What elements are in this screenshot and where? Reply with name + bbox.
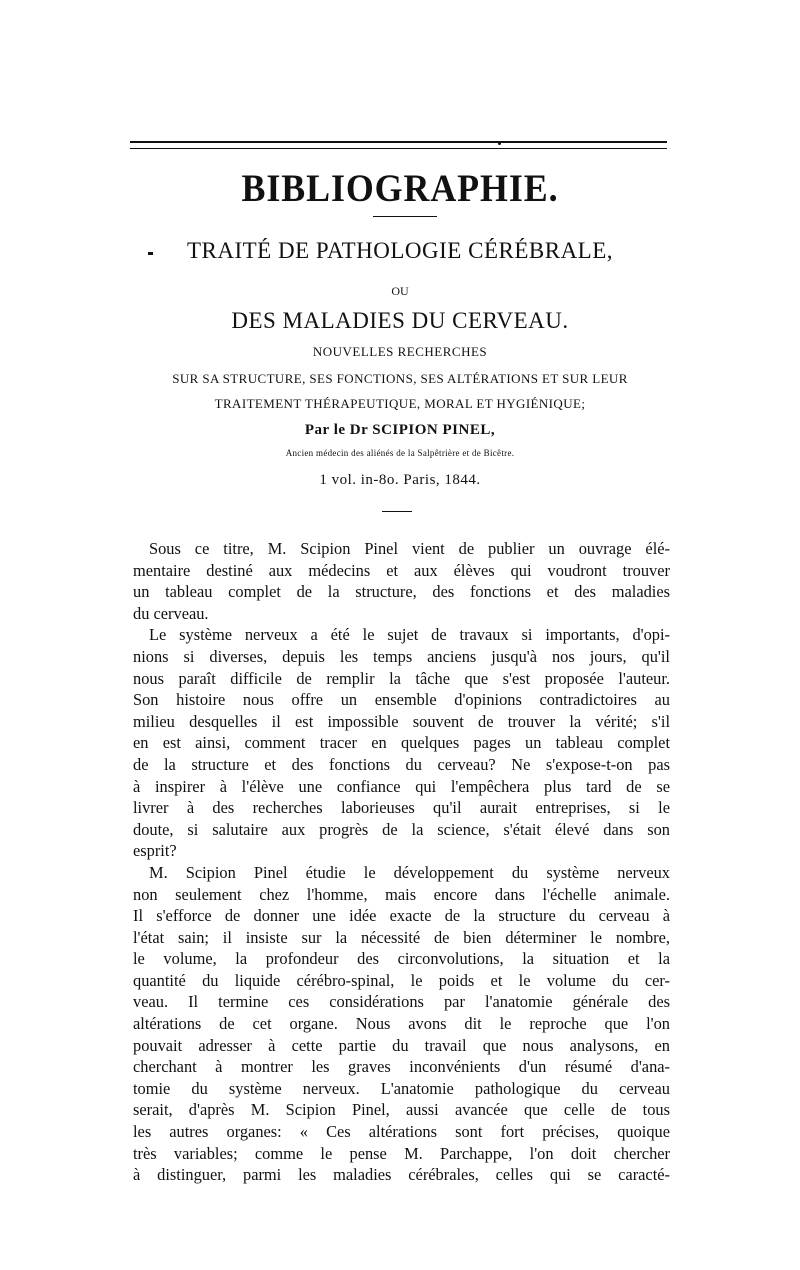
- body-line: nions si diverses, depuis les temps anciens jusqu'à nos jours, qu'il: [133, 646, 670, 666]
- edition-info: 1 vol. in-8o. Paris, 1844.: [319, 472, 481, 488]
- body-line: l'état sain; il insiste sur la nécessité de bien déterminer le nombre,: [133, 927, 670, 947]
- book-title: TRAITÉ DE PATHOLOGIE CÉRÉBRALE,: [186, 238, 614, 263]
- subtitle-line-2: SUR SA STRUCTURE, SES FONCTIONS, SES ALTÉRATIONS ET SUR LEUR: [172, 371, 628, 386]
- body-line: mentaire destiné aux médecins et aux élèves qui voudront trouver: [133, 560, 670, 580]
- body-line: Le système nerveux a été le sujet de travaux si importants, d'opi-: [149, 625, 670, 645]
- title-conjunction: OU: [391, 284, 409, 298]
- body-line: Son histoire nous offre un ensemble d'opinions contradictoires au: [133, 690, 670, 710]
- body-line: de la structure et des fonctions du cerveau? Ne s'expose-t-on pas: [133, 754, 670, 774]
- body-line: en est ainsi, comment tracer en quelques pages un tableau complet: [133, 733, 670, 753]
- body-line: M. Scipion Pinel étudie le développement du système nerveux: [149, 862, 670, 882]
- subtitle-line-3: TRAITEMENT THÉRAPEUTIQUE, MORAL ET HYGIÉNIQUE;: [214, 396, 586, 411]
- body-line: le volume, la profondeur des circonvolutions, la situation et la: [133, 949, 670, 969]
- subtitle-line-1: NOUVELLES RECHERCHES: [312, 344, 488, 359]
- body-line: esprit?: [133, 841, 177, 861]
- section-title: BIBLIOGRAPHIE.: [241, 167, 559, 210]
- body-line: pouvait adresser à cette partie du travail que nous analysons, en: [133, 1035, 670, 1055]
- review-body: [133, 538, 670, 1186]
- body-line: serait, d'après M. Scipion Pinel, aussi avancée que celle de tous: [133, 1100, 670, 1120]
- body-divider: [382, 511, 412, 512]
- body-line: très variables; comme le pense M. Parchappe, l'on doit chercher: [133, 1143, 670, 1163]
- body-line: un tableau complet de la structure, des fonctions et des maladies: [133, 582, 670, 602]
- body-line: Sous ce titre, M. Scipion Pinel vient de publier un ouvrage élé-: [149, 539, 670, 558]
- rule-ornament: [498, 142, 501, 145]
- book-subtitle: DES MALADIES DU CERVEAU.: [231, 308, 569, 333]
- body-line: Il s'efforce de donner une idée exacte de la structure du cerveau à: [133, 906, 670, 926]
- body-line: à inspirer à l'élève une confiance qui l'empêchera plus tard de se: [133, 776, 670, 796]
- body-line: veau. Il termine ces considérations par l'anatomie générale des: [133, 992, 670, 1012]
- body-line: du cerveau.: [133, 603, 209, 623]
- body-line: livrer à des recherches laborieuses qu'il aurait entreprises, si le: [133, 798, 670, 818]
- body-line: quantité du liquide cérébro-spinal, le poids et le volume du cer-: [133, 970, 670, 990]
- body-line: altérations de cet organe. Nous avons dit le reproche que l'on: [133, 1014, 670, 1034]
- body-line: tomie du système nerveux. L'anatomie pathologique du cerveau: [133, 1078, 670, 1098]
- top-double-rule: [130, 141, 667, 149]
- body-line: doute, si salutaire aux progrès de la science, s'était élevé dans son: [133, 819, 670, 839]
- title-divider: [373, 216, 437, 217]
- body-line: milieu desquelles il est impossible souvent de trouver la vérité; s'il: [133, 711, 670, 731]
- author-line: Par le Dr SCIPION PINEL,: [304, 422, 496, 438]
- body-line: non seulement chez l'homme, mais encore dans l'échelle animale.: [133, 884, 670, 904]
- body-line: les autres organes: « Ces altérations sont fort précises, quoique: [133, 1122, 670, 1142]
- body-line: à distinguer, parmi les maladies cérébrales, celles qui se caracté-: [133, 1165, 670, 1185]
- body-line: nous paraît difficile de remplir la tâche que s'est proposée l'auteur.: [133, 668, 670, 688]
- body-line: cherchant à montrer les graves inconvénients d'un résumé d'ana-: [133, 1057, 670, 1077]
- author-affiliation: Ancien médecin des aliénés de la Salpêtrière et de Bicêtre.: [285, 448, 515, 458]
